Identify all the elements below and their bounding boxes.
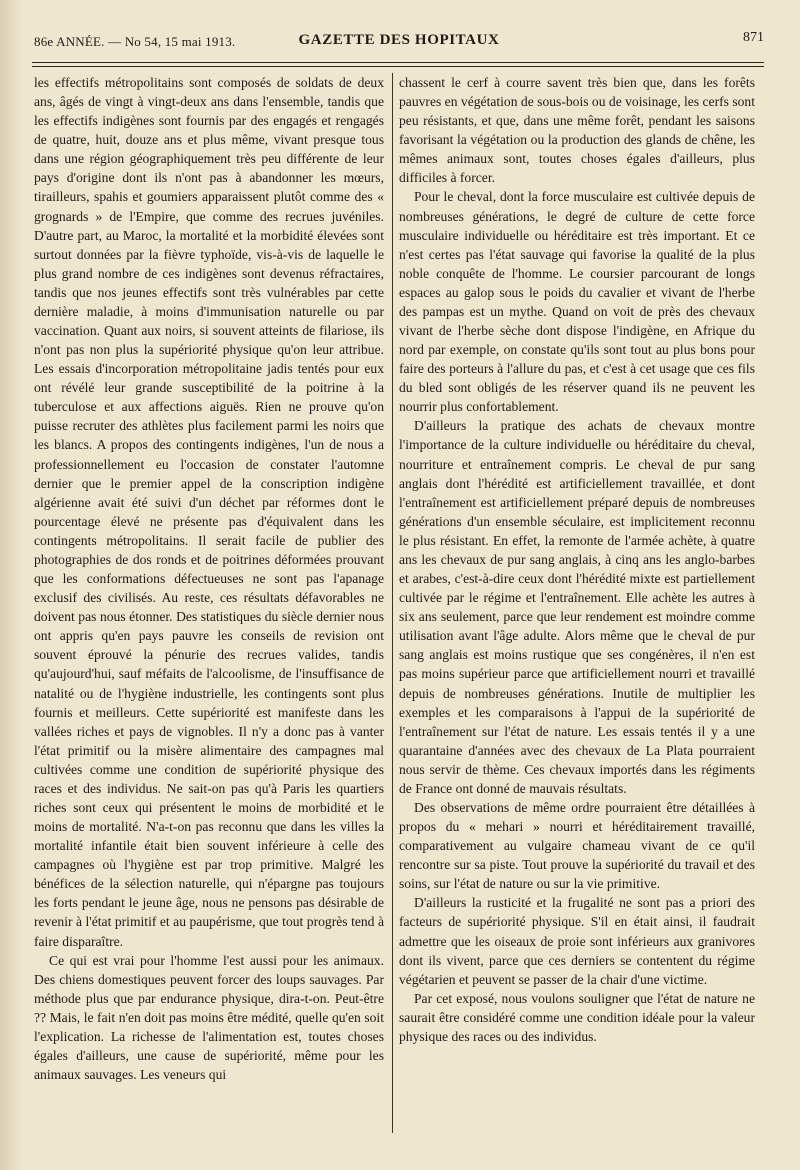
page-edge-shadow [0, 0, 22, 1170]
paragraph: Des observations de même ordre pourraient être détaillées à propos du « mehari » nourri et héréditairement travaillé, comparativement au vulgaire chameau vivant de ce qu'il rencontre sur sa piste. Tout prouve la supériorité du travail et des soins, sur l'état de nature ou sur la vie primitive. [399, 799, 755, 892]
paragraph: chassent le cerf à courre savent très bien que, dans les forêts pauvres en végétation de sous-bois ou de voisinage, les cerfs sont peu résistants, et que, dans une même forêt, pendant les saisons favorisant la végétation ou la production des glands de chêne, les mêmes animaux sont, toutes choses égales d'ailleurs, plus difficiles à forcer. [399, 75, 755, 186]
column-divider [392, 73, 393, 1133]
header-rule-bottom [32, 66, 764, 67]
journal-title: GAZETTE DES HOPITAUX [298, 32, 500, 48]
paragraph: Ce qui est vrai pour l'homme l'est aussi pour les animaux. Des chiens domestiques peuvent forcer des loups sauvages. Par méthode plus que par endurance physique, dira-t-on. Peut-être ?? Mais, le fait n'en doit pas moins être médité, quelle qu'en soit l'explication. La richesse de l'alimentation est, toutes choses égales d'ailleurs, une cause de supériorité, même pour les animaux sauvages. Les veneurs qui [34, 952, 384, 1083]
left-column [34, 73, 384, 1133]
paragraph: Par cet exposé, nous voulons souligner que l'état de nature ne saurait être considéré comme une condition idéale pour la valeur physique des races ou des individus. [399, 990, 755, 1044]
paragraph: D'ailleurs la rusticité et la frugalité ne sont pas a priori des facteurs de supériorité physique. S'il en était ainsi, il faudrait admettre que les oiseaux de proie sont inférieurs aux granivores dont ils vivent, parce que ces derniers se contentent du régime végétarien et peuvent se passer de la chair d'une victime. [399, 895, 755, 987]
right-column [399, 73, 755, 1133]
paragraph: Pour le cheval, dont la force musculaire est cultivée depuis de nombreuses générations, le degré de culture de cette force musculaire individuelle ou héréditaire est très important. Et ce n'est certes pas l'état sauvage qui favorise la qualité de la plus noble conquête de l'homme. Le coursier parcourant de longs espaces au galop sous le poids du cavalier et vivant de l'herbe des pampas est un mythe. Quand on voit de près des chevaux vivant de l'herbe sèche dont dispose l'indigène, en Afrique du nord par exemple, on constate qu'ils sont tout au plus bons pour faire des porteurs à l'allure du pas, et c'est à cet usage que ces fils du bled sont obligés de les réserver quand ils ne peuvent les nourrir plus confortablement. [399, 189, 755, 415]
page-header [34, 30, 764, 56]
header-rule-top [32, 62, 764, 63]
issue-info: 86e ANNÉE. — No 54, 15 mai 1913. [34, 34, 236, 49]
paragraph: les effectifs métropolitains sont composés de soldats de deux ans, âgés de vingt à vingt-deux ans dans l'ensemble, tandis que les effectifs indigènes sont fournis par des engagés et rengagés de quatre, huit, douze ans et plus même, vivant presque tous dans une région géographiquement très peu différente de leur pays d'origine dont ils n'ont pas à abandonner les mœurs, tirailleurs, spahis et goumiers apparaissent plutôt comme des « grognards » de l'Empire, que comme des recrues juvéniles. D'autre part, au Maroc, la mortalité et la morbidité élevées sont surtout données par la fièvre typhoïde, vis-à-vis de laquelle le plus grand nombre de ces indigènes sont devenus réfractaires, tandis que nos jeunes effectifs sont très vulnérables par cette dernière maladie, à moins d'immunisation naturelle ou par vaccination. Quant aux noirs, si souvent atteints de filariose, ils n'ont pas non plus la supériorité physique qu'on leur attribue. Les essais d'incorporation métropolitaine jadis tentés pour eux ont révélé leur grande susceptibilité de la poitrine à la tuberculose et aux affections aiguës. Rien ne prouve qu'on puisse recruter des athlètes plus facilement parmi les noirs que les blancs. A propos des contingents indigènes, l'un de nous a professionnellement eu l'occasion de constater l'automne dernier que le premier appel de la conscription indigène algérienne avait été suivi d'un déchet par réformes dont le pourcentage élevé ne présente pas d'équivalent dans les contingents métropolitains. Il serait facile de publier des photographies de dos ronds et de poitrines déformées prouvant que les conformations défectueuses ne sont pas l'apanage exclusif des civilisés. Au reste, ces résultats défavorables ne doivent pas nous étonner. Des statistiques du siècle dernier nous ont appris qu'en pays pauvre les conseils de revision ont souvent éprouvé la pénurie des recrues valides, tandis qu'aujourd'hui, sauf méfaits de l'alcoolisme, de l'insuffisance de natalité ou de l'hygiène industrielle, les contingents sont plus fournis et meilleurs. Cette supériorité est manifeste dans les vallées riches et pays de vignobles. Il n'y a donc pas à vanter l'état primitif ou la misère alimentaire des campagnes mal cultivées comme une condition de supériorité physique des races et des individus. Ne sait-on pas qu'à Paris les quartiers riches sont ceux qui présentent le moins de morbidité et le moins de mortalité. N'a-t-on pas reconnu que dans les villes la mortalité infantile était bien souvent inférieure à celle des campagnes où l'hygiène est par trop primitive. Malgré les bénéfices de la sélection naturelle, qui n'épargne pas toujours les forts pendant le jeune âge, nous ne pensons pas désirable de revenir à l'état primitif et au paupérisme, que tout progrès tend à faire disparaître. [34, 75, 384, 949]
paragraph: D'ailleurs la pratique des achats de chevaux montre l'importance de la culture individuelle ou héréditaire du cheval, nourriture et entraînement compris. Le cheval de pur sang anglais dont l'hérédité est artificiellement travaillée, et dont l'entraînement est artificiellement préparé depuis de nombreuses générations d'un ensemble séculaire, est implicitement reconnu le plus résistant. En effet, la remonte de l'armée achète, à quatre ans les chevaux de pur sang anglais, à cinq ans les anglo-barbes et arabes, c'est-à-dire ceux dont l'hérédité mixte est partiellement cultivée par le régime et l'entraînement. Elle achète les autres à six ans seulement, parce que leur rendement est moindre comme utilisation avant l'âge adulte. Alors même que le cheval de pur sang anglais est moins rustique que ses congénères, il n'en est pas moins supérieur parce que artificiellement nourri et travaillé depuis de nombreuses générations. Inutile de multiplier les exemples et les comparaisons à l'appui de la supériorité de l'entraînement sur l'état de nature. Les essais tentés il y a une quarantaine d'années avec des chevaux de La Plata pourraient nous servir de thème. Ces chevaux importés dans les régiments de France ont donné de mauvais résultats. [399, 418, 755, 796]
page-number: 871 [743, 30, 764, 45]
